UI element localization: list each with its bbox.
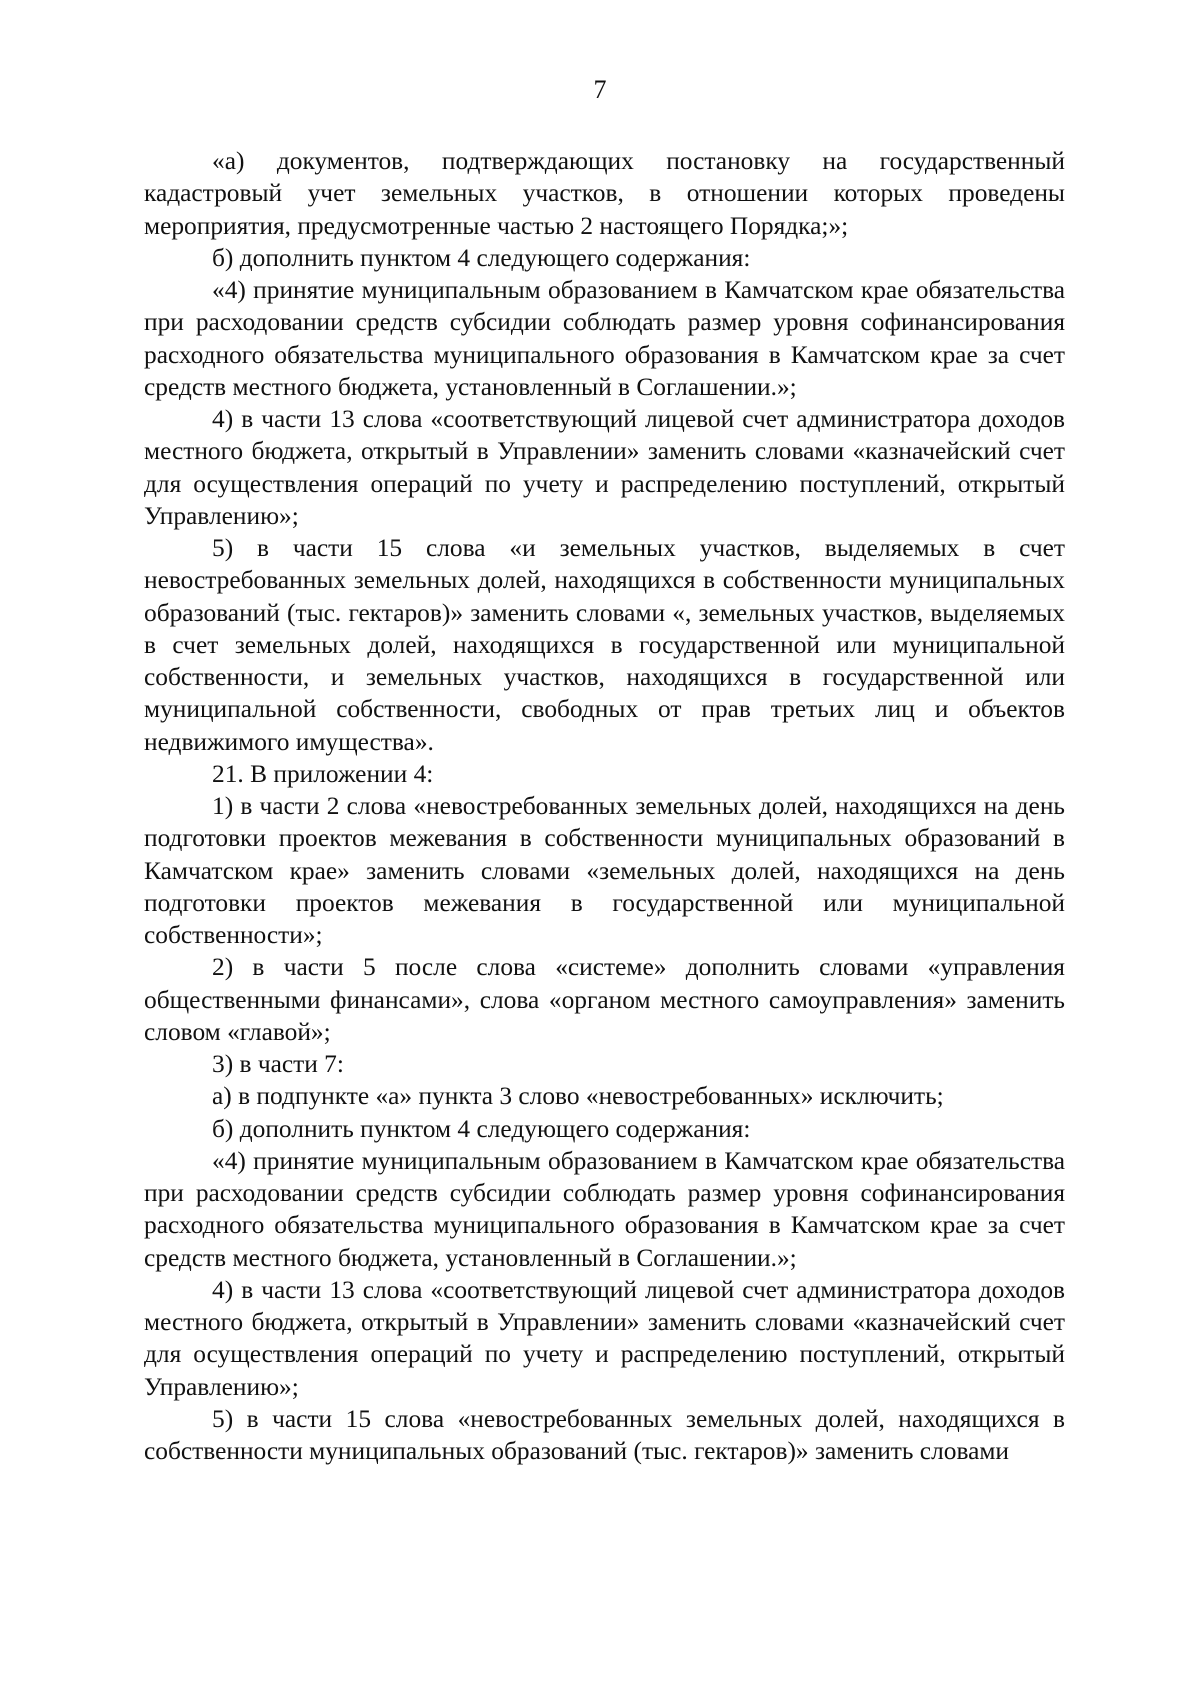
paragraph-appendix-4-heading: 21. В приложении 4: <box>212 759 434 788</box>
paragraph-subitem-a-exclude-word: а) в подпункте «а» пункта 3 слово «невостребованных» исключить; <box>212 1082 944 1111</box>
paragraph-part-13-treasury-account: 4) в части 13 слова «соответствующий лицевой счет администратора доходов местного бюджета, открытый в Управлении» заменить словами «казначейский счет для осуществления операций по учету и распределению поступлений, открытый Управлению»; <box>144 405 1065 530</box>
paragraph-point-4-cofinancing-2: «4) принятие муниципальным образованием в Камчатском крае обязательства при расходовании средств субсидии соблюдать размер уровня софинансирования расходного обязательства муниципального образования в Камчатском крае за счет средств местного бюджета, установленный в Соглашении.»; <box>144 1146 1065 1272</box>
paragraph-add-point-4-heading: б) дополнить пунктом 4 следующего содержания: <box>212 243 751 272</box>
paragraph-part-7-heading: 3) в части 7: <box>212 1050 344 1078</box>
paragraph-point-4-cofinancing: «4) принятие муниципальным образованием в Камчатском крае обязательства при расходовании средств субсидии соблюдать размер уровня софинансирования расходного обязательства муниципального образования в Камчатском крае за счет средств местного бюджета, установленный в Соглашении.»; <box>144 276 1065 401</box>
paragraph-part-5-public-finance: 2) в части 5 после слова «системе» дополнить словами «управления общественными финансами», слова «органом местного самоуправления» заменить словом «главой»; <box>144 953 1065 1046</box>
paragraph-add-point-4-heading-2: б) дополнить пунктом 4 следующего содержания: <box>212 1114 751 1143</box>
paragraph-part-2-land-shares: 1) в части 2 слова «невостребованных земельных долей, находящихся на день подготовки проектов межевания в собственности муниципальных образований в Камчатском крае» заменить словами «земельных долей, находящихся на день подготовки проектов межевания в государственной или муниципальной собственности»; <box>144 792 1065 949</box>
document-body <box>144 145 1065 1467</box>
page-number: 7 <box>593 75 607 104</box>
paragraph-part-15-land-plots: 5) в части 15 слова «и земельных участков, выделяемых в счет невостребованных земельных долей, находящихся в собственности муниципальных образований (тыс. гектаров)» заменить словами «, земельных участков, выделяемых в счет земельных долей, находящихся в государственной или муниципальной собственности, и земельных участков, находящихся в государственной или муниципальной собственности, свободных от прав третьих лиц и объектов недвижимого имущества». <box>144 534 1065 756</box>
paragraph-subitem-a-cadastral-documents: «а) документов, подтверждающих постановку на государственный кадастровый учет земельных участков, в отношении которых проведены мероприятия, предусмотренные частью 2 настоящего Порядка;»; <box>144 147 1065 240</box>
paragraph-part-13-treasury-account-2: 4) в части 13 слова «соответствующий лицевой счет администратора доходов местного бюджета, открытый в Управлении» заменить словами «казначейский счет для осуществления операций по учету и распределению поступлений, открытый Управлению»; <box>144 1275 1065 1401</box>
paragraph-part-15-land-shares: 5) в части 15 слова «невостребованных земельных долей, находящихся в собственности муниципальных образований (тыс. гектаров)» заменить словами <box>144 1404 1065 1465</box>
